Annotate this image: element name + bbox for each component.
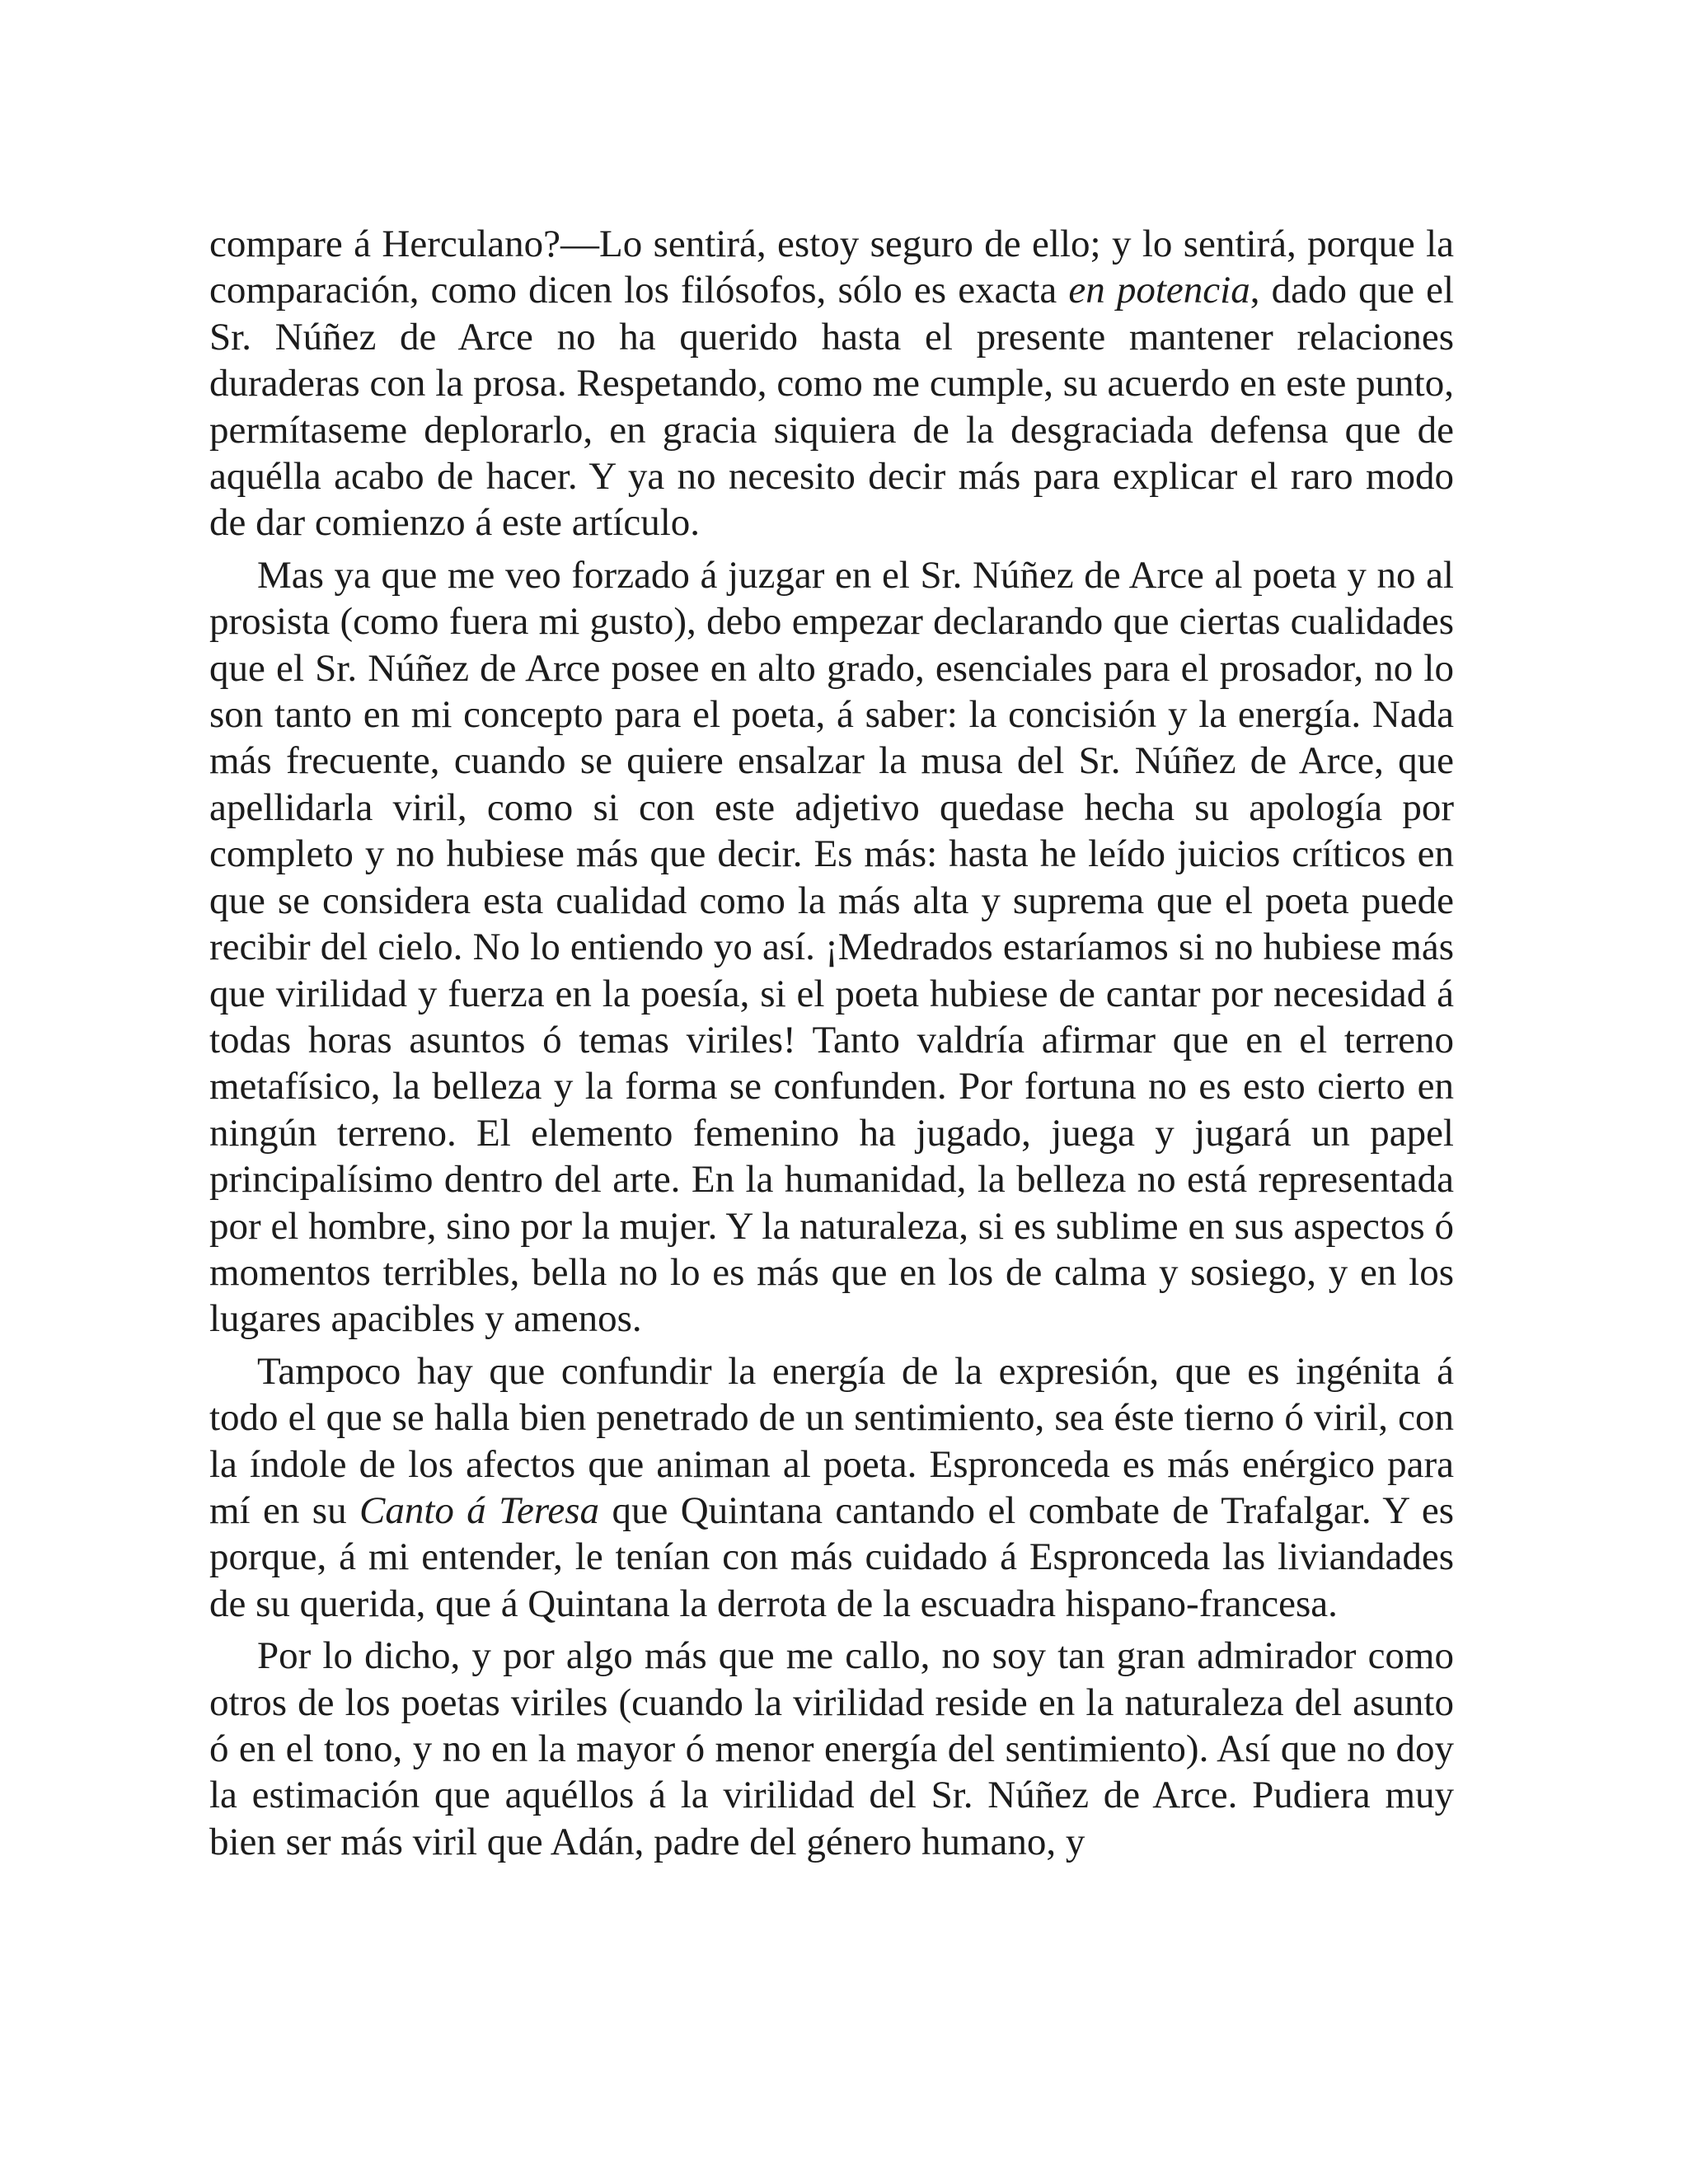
text-segment: compare á Herculano?—Lo sentirá, estoy seguro de ello; y lo sentirá, porque la comparación, como dicen los filósofos, sólo es exacta xyxy=(209,223,1454,312)
text-segment: Por lo dicho, y por algo más que me callo, no soy tan gran admirador como otros de los poetas viriles (cuando la virilidad reside en la naturaleza del asunto ó en el tono, y no en la mayor ó menor energía del sentimiento). Así que no doy la estimación que aquéllos á la virilidad del Sr. Núñez de Arce. Pudiera muy bien ser más viril que Adán, padre del género humano, y xyxy=(209,1634,1454,1863)
page-body xyxy=(209,221,1454,1871)
italic-segment: Canto á Teresa xyxy=(359,1488,600,1532)
italic-segment: en potencia xyxy=(1068,269,1250,312)
text-segment: Tampoco hay que confundir la energía de la expresión, que es ingénita á todo el que se halla bien penetrado de un sentimiento, sea éste tierno ó viril, con la índole de los afectos que animan al poeta. Espronceda es más enérgico para mí en su xyxy=(209,1349,1454,1532)
paragraph-1 xyxy=(209,221,1454,546)
paragraph-4 xyxy=(209,1633,1454,1865)
text-segment: , dado que el Sr. Núñez de Arce no ha querido hasta el presente mantener relaciones duraderas con la prosa. Respetando, como me cumple, su acuerdo en este punto, permítaseme deplorarlo, en gracia siquiera de la desgraciada defensa que de aquélla acabo de hacer. Y ya no necesito decir más para explicar el raro modo de dar comienzo á este artículo. xyxy=(209,269,1455,545)
paragraph-3 xyxy=(209,1348,1454,1627)
text-segment: Mas ya que me veo forzado á juzgar en el Sr. Núñez de Arce al poeta y no al prosista (como fuera mi gusto), debo empezar declarando que ciertas cualidades que el Sr. Núñez de Arce posee en alto grado, esenciales para el prosador, no lo son tanto en mi concepto para el poeta, á saber: la concisión y la energía. Nada más frecuente, cuando se quiere ensalzar la musa del Sr. Núñez de Arce, que apellidarla viril, como si con este adjetivo quedase hecha su apología por completo y no hubiese más que decir. Es más: hasta he leído juicios críticos en que se considera esta cualidad como la más alta y suprema que el poeta puede recibir del cielo. No lo entiendo yo así. ¡Medrados estaríamos si no hubiese más que virilidad y fuerza en la poesía, si el poeta hubiese de cantar por necesidad á todas horas asuntos ó temas viriles! Tanto valdría afirmar que en el terreno metafísico, la belleza y la forma se confunden. Por fortuna no es esto cierto en ningún terreno. El elemento femenino ha jugado, juega y jugará un papel principalísimo dentro del arte. En la humanidad, la belleza no está representada por el hombre, sino por la mujer. Y la naturaleza, si es sublime en sus aspectos ó momentos terribles, bella no lo es más que en los de calma y sosiego, y en los lugares apacibles y amenos. xyxy=(209,553,1454,1341)
paragraph-2 xyxy=(209,552,1454,1343)
text-segment: que Quintana cantando el combate de Trafalgar. Y es porque, á mi entender, le tenían con más cuidado á Espronceda las liviandades de su querida, que á Quintana la derrota de la escuadra hispano-francesa. xyxy=(209,1488,1454,1625)
